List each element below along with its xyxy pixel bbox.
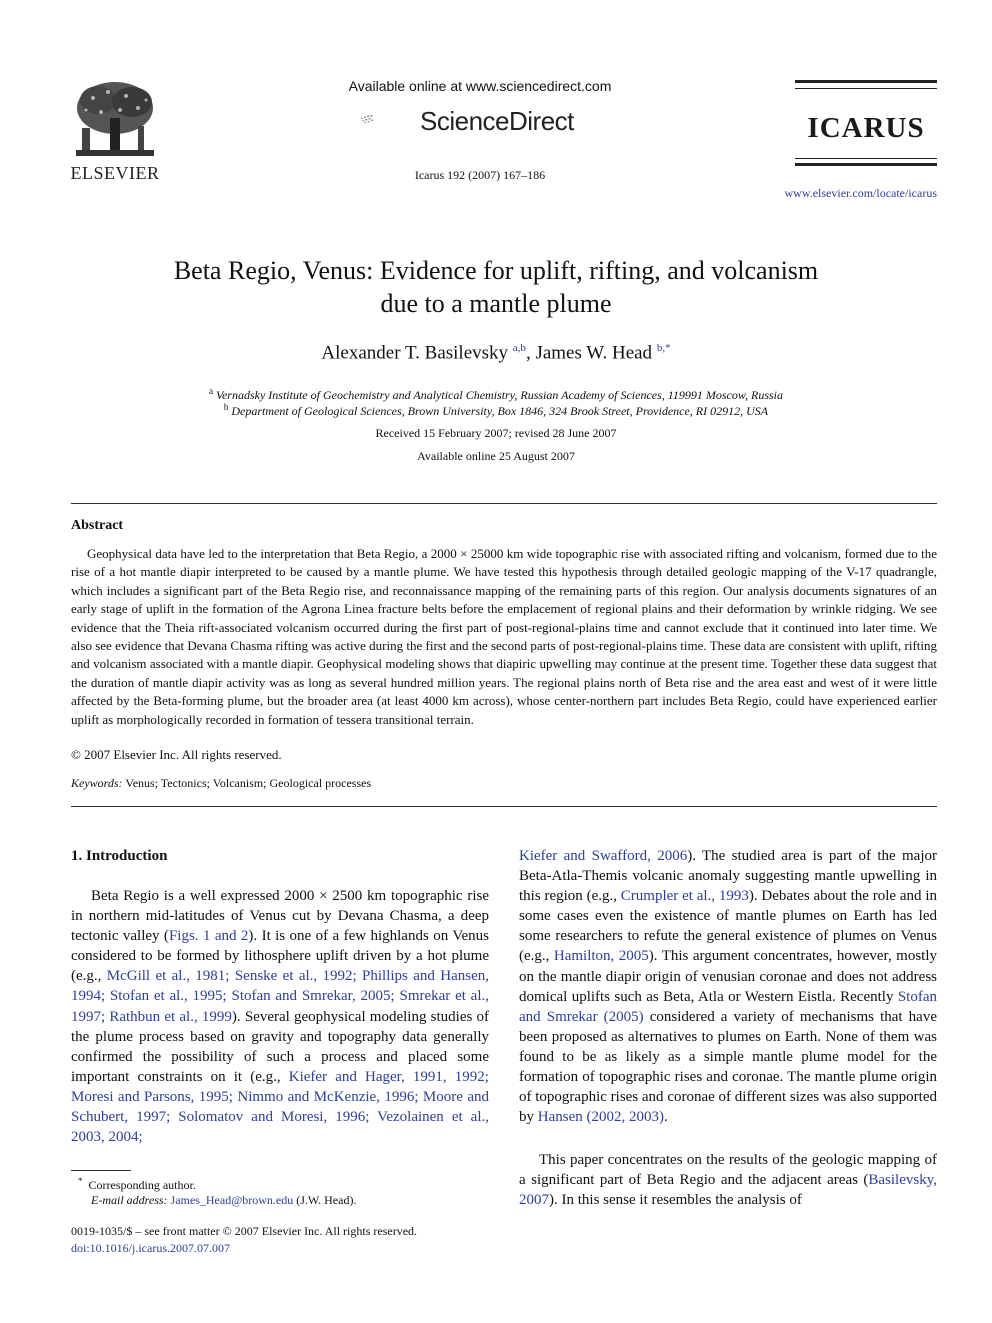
keywords bbox=[71, 776, 371, 791]
icarus-rule bbox=[795, 80, 937, 83]
citation-link[interactable]: McGill et al., 1981; Senske et al., 1992; Phillips and Hansen, 1994; Stofan et al., 1995; Stofan and Smrekar, 2005; Smrekar et al., 1997; Rathbun et al., 1999 bbox=[71, 968, 489, 1025]
author-list bbox=[150, 342, 842, 364]
author-affiliation-link[interactable]: b,* bbox=[656, 342, 671, 354]
journal-url-link[interactable]: www.elsevier.com/locate/icarus bbox=[784, 186, 937, 200]
email-owner: (J.W. Head). bbox=[293, 1193, 357, 1207]
icarus-rule bbox=[795, 88, 937, 89]
icarus-rule bbox=[795, 163, 937, 166]
keywords-list: Venus; Tectonics; Volcanism; Geological processes bbox=[125, 776, 372, 790]
footnote-text: Corresponding author. bbox=[88, 1178, 196, 1192]
available-online-notice: Available online at www.sciencedirect.com bbox=[348, 78, 612, 94]
author-separator: , bbox=[525, 342, 536, 364]
keywords-label: Keywords: bbox=[71, 776, 123, 790]
email-link[interactable]: James_Head@brown.edu bbox=[170, 1193, 294, 1207]
author-name: Alexander T. Basilevsky bbox=[321, 342, 509, 364]
footnote-rule bbox=[71, 1170, 131, 1171]
intro-paragraph-2 bbox=[519, 1150, 937, 1210]
divider bbox=[71, 806, 937, 807]
affiliation-a bbox=[90, 386, 902, 403]
received-dates: Received 15 February 2007; revised 28 June 2007 bbox=[375, 426, 617, 440]
abstract-text: Geophysical data have led to the interpretation that Beta Regio, a 2000 × 25000 km wide topographic rise with associated rifting and volcanism, formed due to the rise of a hot mantle diapir interpreted to be caused by a mantle plume. We have tested this hypothesis through detailed geologic mapping of the V-17 quadrangle, which includes a significant part of the Beta Regio rise, and reconnaissance mapping of the remaining parts of this region. Our analysis documents signatures of an early stage of uplift in the formation of the Agrona Linea fracture belts before the emplacement of regional plains and their deformation by wrinkle ridging. We see evidence that the Theia rift-associated volcanism occurred during the first part of post-regional-plains time and cannot exclude that it continued into later time. We also see evidence that Devana Chasma rifting was active during the first and the second parts of post-regional-plains time. These data are consistent with uplift, rifting and volcanism associated with a mantle diapir. Geophysical modeling shows that diapiric upwelling may continue at the present time. Together these data suggest that the duration of mantle diapir activity was as long as several hundred million years. The regional plains north of Beta rise and the area east and west of it were little affected by the Beta-forming plume, but the broader area (at least 4000 km across), whose center-northern part includes Beta Regio, could have experienced earlier uplift as morphologically recorded in formation of tessera transitional terrain. bbox=[71, 546, 937, 727]
section-heading: 1. Introduction bbox=[71, 848, 168, 864]
body-text: ). It is one of a few highlands on Venus considered to be formed by lithosphere uplift driven by a hot plume (e.g., bbox=[71, 928, 490, 985]
body-text: Beta Regio is a well expressed 2000 × 2500 km topographic rise in northern mid-latitudes of Venus cut by Devana Chasma, a deep tectonic valley ( bbox=[71, 888, 489, 945]
body-text: ). The studied area is part of the major Beta-Atla-Themis volcanic anomaly suggesting mantle upwelling in this region (e.g., bbox=[519, 848, 937, 905]
author-name: James W. Head bbox=[535, 342, 653, 364]
intro-paragraph-1-cont bbox=[519, 846, 937, 1127]
body-text: considered a variety of mechanisms that have been proposed as alternatives to plumes on Earth. None of them was found to be as likely as a simple mantle plume model for the formation of topographic rises and coronae. The mantle plume origin of topographic rises and coronae of different sizes was also supported by bbox=[519, 1008, 937, 1126]
citation-link[interactable]: Hansen (2002, 2003) bbox=[537, 1109, 664, 1126]
affiliation-text: Department of Geological Sciences, Brown University, Box 1846, 324 Brook Street, Providence, RI 02912, USA bbox=[231, 404, 769, 418]
sciencedirect-dots-icon bbox=[360, 100, 420, 140]
citation-link[interactable]: Kiefer and Hager, 1991, 1992; Moresi and Parsons, 1995; Nimmo and McKenzie, 1996; Moore and Schubert, 1997; Solomatov and Moresi, 1996; Vezolainen et al., 2003, 2004; bbox=[71, 1068, 489, 1146]
footnote-mark: * bbox=[78, 1176, 83, 1186]
publisher-name: ELSEVIER bbox=[70, 163, 160, 183]
journal-reference: Icarus 192 (2007) 167–186 bbox=[414, 168, 546, 182]
title-line-1: Beta Regio, Venus: Evidence for uplift, rifting, and volcanism bbox=[173, 256, 819, 285]
affiliation-mark: b bbox=[223, 402, 229, 412]
body-text: ). In this sense it resembles the analysis of bbox=[549, 1192, 802, 1209]
intro-paragraph-1 bbox=[71, 886, 489, 1147]
divider bbox=[71, 503, 937, 504]
affiliation-text: Vernadsky Institute of Geochemistry and Analytical Chemistry, Russian Academy of Sciences, 119991 Moscow, Russia bbox=[215, 388, 784, 402]
article-title bbox=[90, 254, 902, 320]
abstract-heading: Abstract bbox=[71, 518, 124, 533]
email-label: E-mail address: bbox=[91, 1193, 171, 1207]
body-text: This paper concentrates on the results of the geologic mapping of a significant part of Beta Regio and the adjacent areas ( bbox=[519, 1152, 937, 1189]
citation-link[interactable]: Stofan and Smrekar (2005) bbox=[519, 988, 937, 1025]
available-date: Available online 25 August 2007 bbox=[417, 449, 575, 463]
citation-link[interactable]: Hamilton, 2005 bbox=[553, 948, 649, 965]
email-note bbox=[91, 1193, 356, 1208]
issn-line: 0019-1035/$ – see front matter © 2007 Elsevier Inc. All rights reserved. bbox=[71, 1224, 418, 1238]
journal-name: ICARUS bbox=[807, 112, 925, 144]
affiliation-mark: a bbox=[208, 386, 213, 396]
title-line-2: due to a mantle plume bbox=[380, 289, 612, 318]
icarus-rule bbox=[795, 158, 937, 159]
citation-link[interactable]: Basilevsky, 2007 bbox=[519, 1172, 937, 1209]
body-text: ). Debates about the role and in some cases even the existence of mantle plumes on Earth has led some researchers to refute the general existence of plumes on Venus (e.g., bbox=[519, 888, 937, 965]
abstract-copyright: © 2007 Elsevier Inc. All rights reserved. bbox=[71, 747, 282, 762]
corresponding-author-note bbox=[78, 1176, 196, 1193]
body-text: ). This argument concentrates, however, mostly on the mantle diapir origin of venusian coronae and does not address domical uplifts such as Beta, Atla or Western Eistla. Recently bbox=[519, 948, 938, 1005]
citation-link[interactable]: Figs. 1 and 2 bbox=[168, 928, 249, 945]
author-affiliation-link[interactable]: a,b bbox=[512, 342, 526, 354]
body-text: . bbox=[663, 1109, 668, 1126]
citation-link[interactable]: Crumpler et al., 1993 bbox=[620, 888, 749, 905]
affiliation-b bbox=[90, 402, 902, 419]
doi-link[interactable]: doi:10.1016/j.icarus.2007.07.007 bbox=[71, 1241, 230, 1255]
sciencedirect-wordmark: ScienceDirect bbox=[420, 106, 574, 136]
citation-link[interactable]: Kiefer and Swafford, 2006 bbox=[519, 848, 688, 864]
body-text: ). Several geophysical modeling studies of the plume process based on gravity and topography data generally confirmed the possibility of such a process and placed some important constraints on it (e.g., bbox=[71, 1008, 489, 1085]
